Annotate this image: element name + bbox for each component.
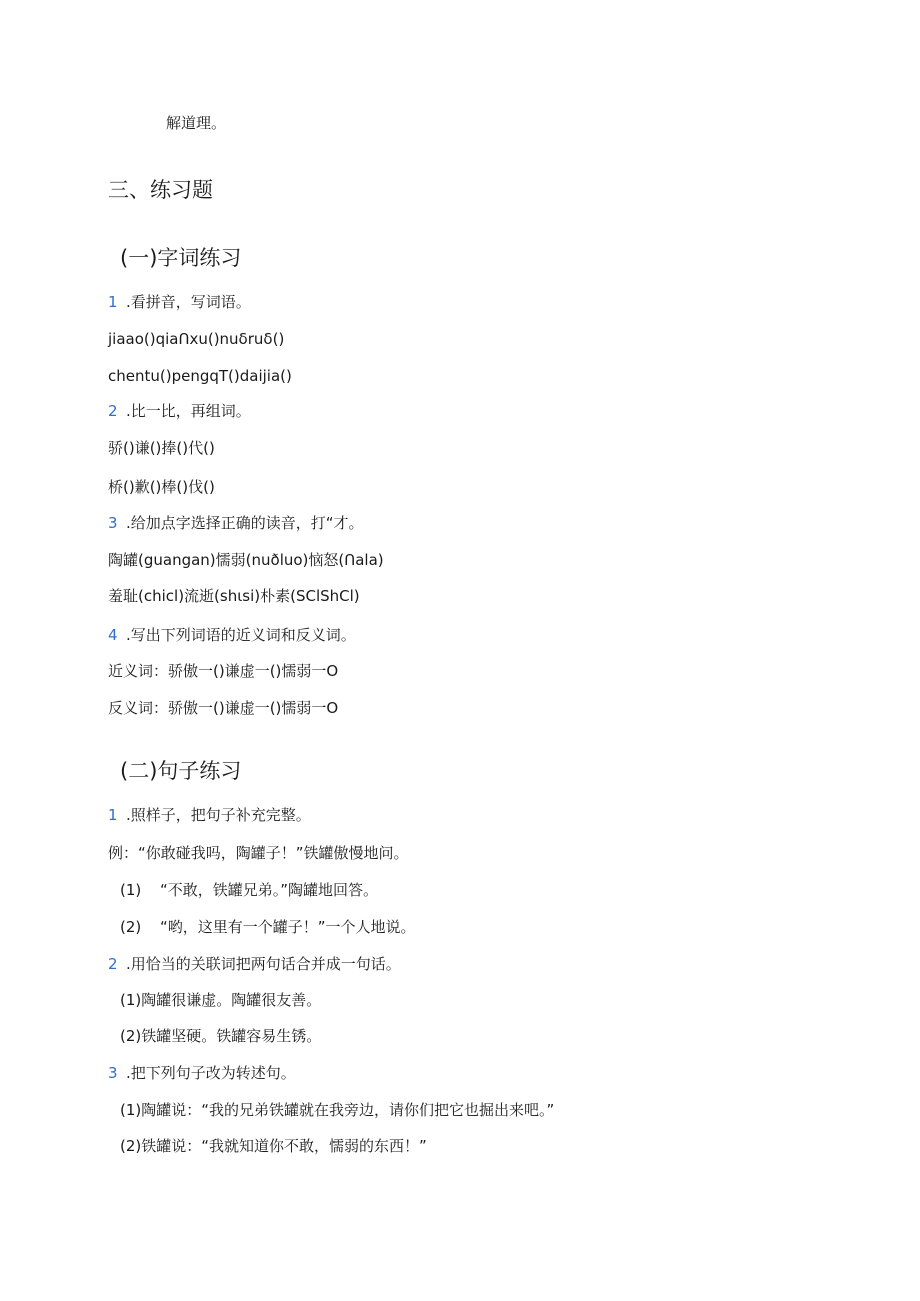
question-number: 3 [108, 514, 118, 532]
compare-line-1: 骄()谦()捧()代() [108, 439, 215, 457]
section-title: 三、练习题 [108, 178, 213, 202]
question-text: .用恰当的关联词把两句话合并成一句话。 [126, 955, 401, 973]
question-text: .比一比，再组词。 [126, 402, 251, 420]
question-text: .把下列句子改为转述句。 [126, 1064, 296, 1082]
question-number: 2 [108, 955, 118, 973]
example-item-2 [120, 917, 416, 937]
reading-line-1: 陶罐(guangan)懦弱(nuðluo)恼怒(Ոala) [108, 551, 384, 569]
report-item-1: (1)陶罐说：“我的兄弟铁罐就在我旁边，请你们把它也掘出来吧。” [120, 1101, 555, 1119]
combine-item-1: (1)陶罐很谦虚。陶罐很友善。 [120, 991, 322, 1009]
question-2 [108, 401, 251, 421]
intro-tail-text: 解道理。 [166, 114, 227, 132]
report-item-2: (2)铁罐说：“我就知道你不敢，懦弱的东西！” [120, 1137, 427, 1155]
question-number: 1 [108, 293, 118, 311]
question-3 [108, 513, 364, 533]
sentence-question-2 [108, 954, 401, 974]
example-item-1 [120, 880, 378, 900]
question-4 [108, 625, 356, 645]
sentence-question-1 [108, 805, 311, 825]
compare-line-2: 桥()歉()棒()伐() [108, 478, 215, 496]
synonym-line: 近义词：骄傲一()谦虚一()懦弱一O [108, 662, 339, 680]
question-1 [108, 292, 251, 312]
pinyin-line-2: chentu()pengqT()daijia() [108, 367, 292, 385]
reading-line-2: 羞耻(chicl)流逝(shιsi)朴素(SClShCl) [108, 587, 360, 605]
item-text: “哟，这里有一个罐子！”一个人地说。 [160, 918, 416, 936]
example-line: 例：“你敢碰我吗，陶罐子！”铁罐傲慢地问。 [108, 844, 409, 862]
item-number: (2) [120, 918, 142, 936]
question-number: 2 [108, 402, 118, 420]
question-text: .给加点字选择正确的读音，打“才。 [126, 514, 364, 532]
sentence-question-3 [108, 1063, 296, 1083]
item-number: (1) [120, 881, 142, 899]
question-text: .写出下列词语的近义词和反义词。 [126, 626, 356, 644]
pinyin-line-1: jiaao()qiaՈxu()nuδruδ() [108, 330, 285, 348]
question-text: .看拼音，写词语。 [126, 293, 251, 311]
question-text: .照样子，把句子补充完整。 [126, 806, 311, 824]
combine-item-2: (2)铁罐坚硬。铁罐容易生锈。 [120, 1027, 322, 1045]
item-text: “不敢，铁罐兄弟。”陶罐地回答。 [160, 881, 379, 899]
antonym-line: 反义词：骄傲一()谦虚一()懦弱一O [108, 699, 339, 717]
subsection-title-sentences: (二)句子练习 [120, 759, 242, 783]
question-number: 4 [108, 626, 118, 644]
question-number: 1 [108, 806, 118, 824]
question-number: 3 [108, 1064, 118, 1082]
subsection-title-words: (一)字词练习 [120, 246, 242, 270]
